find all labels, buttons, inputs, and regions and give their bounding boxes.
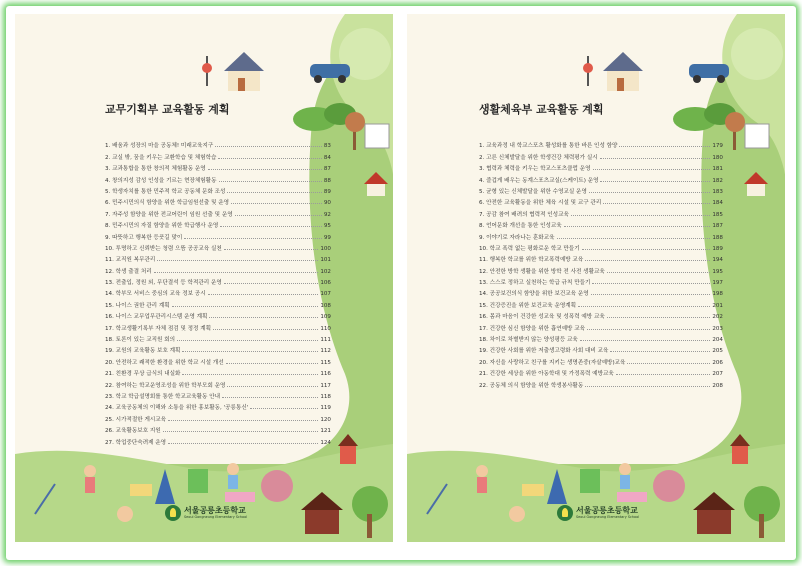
toc-entry-title: 19. 건강한 사회를 위한 저출생고령화 사회 대비 교육	[479, 348, 609, 355]
toc-entry	[105, 184, 331, 195]
dot-leader	[589, 192, 710, 193]
toc-entry	[479, 366, 723, 377]
toc-entry	[479, 252, 723, 263]
toc-entry-title: 11. 행복한 학교를 위한 학교폭력예방 교육	[479, 257, 584, 264]
dot-leader	[177, 340, 318, 341]
table-of-contents	[479, 138, 723, 389]
toc-entry-page: 90	[323, 200, 331, 207]
toc-entry-page: 109	[320, 314, 331, 321]
toc-entry-title: 4. 창의지성 감성 인성을 기르는 현장체험활동	[105, 177, 217, 184]
dot-leader	[600, 158, 711, 159]
toc-entry-page: 118	[320, 393, 331, 400]
toc-entry	[105, 229, 331, 240]
school-name: 서울공릉초등학교	[576, 506, 638, 515]
toc-entry	[479, 138, 723, 149]
toc-entry-page: 188	[712, 234, 723, 241]
toc-entry-title: 13. 전출입, 정원 외, 무단결석 등 학적관리 운영	[105, 280, 222, 287]
toc-entry-title: 27. 학업중단숙려제 운영	[105, 439, 167, 446]
toc-entry-title: 9. 이야기로 자라나는 훈화교육	[479, 234, 555, 241]
toc-entry-page: 179	[712, 143, 723, 150]
dot-leader	[582, 249, 711, 250]
toc-entry	[479, 184, 723, 195]
toc-entry-title: 4. 즐겁게 배우는 동계스포츠교실(스케이트) 운영	[479, 177, 599, 184]
toc-entry	[105, 434, 331, 445]
toc-entry-title: 10. 투명하고 신뢰받는 청렴 으뜸 공공교육 실천	[105, 245, 222, 252]
toc-entry-title: 5. 학생자치를 통한 민주적 학교 공동체 문화 조성	[105, 188, 226, 195]
toc-entry	[105, 377, 331, 388]
school-logo	[557, 505, 639, 521]
page-right	[407, 14, 785, 542]
toc-entry	[105, 263, 331, 274]
toc-entry-page: 117	[320, 382, 331, 389]
toc-entry-page: 202	[712, 314, 723, 321]
toc-entry-page: 208	[712, 382, 723, 389]
toc-entry	[105, 241, 331, 252]
toc-entry-title: 2. 교실 밖, 꿈을 키우는 교환학습 및 체험학습	[105, 154, 217, 161]
page-title: 생활체육부 교육활동 계획	[479, 103, 604, 116]
toc-entry-title: 8. 민주시민의 자질 함양을 위한 학급행사 운영	[105, 223, 219, 230]
dot-leader	[184, 238, 322, 239]
toc-entry	[105, 138, 331, 149]
dot-leader	[220, 226, 322, 227]
toc-entry	[479, 297, 723, 308]
dot-leader	[231, 203, 322, 204]
toc-entry-page: 198	[712, 291, 723, 298]
toc-entry-page: 89	[323, 188, 331, 195]
dot-leader	[627, 363, 710, 364]
toc-entry-page: 187	[712, 223, 723, 230]
toc-entry-page: 194	[712, 257, 723, 264]
toc-entry-page: 201	[712, 302, 723, 309]
toc-entry-page: 197	[712, 280, 723, 287]
school-emblem-icon	[165, 505, 181, 521]
toc-entry-title: 20. 자신을 사랑하고 친구를 지키는 생명존중(자살예방)교육	[479, 359, 626, 366]
dot-leader	[619, 146, 710, 147]
toc-entry-page: 100	[320, 245, 331, 252]
toc-entry	[479, 229, 723, 240]
toc-entry-title: 18. 차이로 차별받지 않는 양성평등 교육	[479, 337, 578, 344]
toc-entry-page: 99	[323, 234, 331, 241]
toc-entry-page: 87	[323, 166, 331, 173]
school-logo	[165, 505, 247, 521]
dot-leader	[224, 249, 318, 250]
dot-leader	[610, 351, 710, 352]
dot-leader	[616, 374, 710, 375]
dot-leader	[603, 203, 710, 204]
toc-entry-title: 15. 건강증진을 위한 보건교육 운영계획	[479, 302, 577, 309]
toc-entry	[479, 195, 723, 206]
toc-entry	[105, 332, 331, 343]
toc-entry-page: 203	[712, 325, 723, 332]
dot-leader	[607, 272, 711, 273]
toc-entry-title: 10. 학교 폭력 없는 평화로운 학교 만들기	[479, 245, 580, 252]
toc-entry-page: 204	[712, 337, 723, 344]
dot-leader	[208, 294, 319, 295]
toc-entry-title: 17. 건강한 심신 함양을 위한 흡연예방 교육	[479, 325, 586, 332]
dot-leader	[227, 386, 318, 387]
toc-entry-title: 15. 나이스 권한 관리 계획	[105, 302, 170, 309]
toc-entry	[479, 206, 723, 217]
toc-entry	[105, 366, 331, 377]
toc-entry-title: 2. 고른 신체발달을 위한 학생건강 체력평가 실시	[479, 154, 598, 161]
toc-entry	[479, 161, 723, 172]
toc-entry-page: 106	[320, 280, 331, 287]
toc-entry-page: 112	[320, 348, 331, 355]
toc-entry	[105, 354, 331, 365]
toc-entry	[105, 252, 331, 263]
toc-entry-page: 88	[323, 177, 331, 184]
toc-entry-title: 18. 토론이 있는 교직원 회의	[105, 337, 176, 344]
school-name: 서울공릉초등학교	[184, 506, 246, 515]
dot-leader	[557, 238, 711, 239]
dot-leader	[213, 329, 318, 330]
toc-entry-title: 11. 교직원 복무관리	[105, 257, 156, 264]
toc-entry-title: 1. 배움과 성장의 마을 공동체! 미래교육지구	[105, 143, 214, 150]
toc-entry	[105, 320, 331, 331]
toc-entry	[479, 343, 723, 354]
dot-leader	[591, 294, 711, 295]
dot-leader	[578, 306, 710, 307]
school-emblem-icon	[557, 505, 573, 521]
toc-entry	[105, 297, 331, 308]
toc-entry-title: 21. 친환경 무상 급식의 내실화	[105, 371, 181, 378]
toc-entry-page: 205	[712, 348, 723, 355]
dot-leader	[235, 215, 322, 216]
toc-entry-title: 5. 균형 있는 신체발달을 위한 수영교실 운영	[479, 188, 587, 195]
toc-entry-page: 189	[712, 245, 723, 252]
toc-entry-title: 12. 학생 출결 처리	[105, 268, 152, 275]
toc-entry	[105, 275, 331, 286]
toc-entry-page: 92	[323, 211, 331, 218]
dot-leader	[564, 226, 711, 227]
dot-leader	[227, 192, 321, 193]
dot-leader	[607, 317, 711, 318]
dot-leader	[172, 306, 319, 307]
toc-entry-title: 3. 협력과 체력을 키우는 학교스포츠클럽 운영	[479, 166, 591, 173]
toc-entry	[105, 309, 331, 320]
toc-entry-title: 7. 자주성 함양을 위한 전교어린이 임원 선출 및 운영	[105, 211, 233, 218]
toc-entry-page: 121	[320, 428, 331, 435]
toc-entry-page: 185	[712, 211, 723, 218]
toc-entry-page: 110	[320, 325, 331, 332]
dot-leader	[250, 408, 318, 409]
toc-entry	[479, 241, 723, 252]
toc-entry-page: 120	[320, 416, 331, 423]
toc-entry	[105, 389, 331, 400]
page-left	[15, 14, 393, 542]
toc-entry	[479, 332, 723, 343]
dot-leader	[222, 397, 318, 398]
toc-entry-title: 22. 참여하는 학교운영조성을 위한 학부모회 운영	[105, 382, 226, 389]
toc-entry-title: 22. 공동체 의식 함양을 위한 학생봉사활동	[479, 382, 584, 389]
toc-entry-title: 12. 안전한 방학 생활을 위한 방학 전 사전 생활교육	[479, 268, 605, 275]
dot-leader	[585, 386, 710, 387]
toc-entry	[479, 263, 723, 274]
toc-entry-title: 7. 공감 참여 배려의 협력적 인성교육	[479, 211, 569, 218]
toc-entry-page: 83	[323, 143, 331, 150]
dot-leader	[593, 169, 711, 170]
toc-entry-title: 9. 따뜻하고 행복한 등굣길 맞이	[105, 234, 183, 241]
dot-leader	[218, 158, 321, 159]
toc-entry-page: 183	[712, 188, 723, 195]
toc-entry-page: 195	[712, 268, 723, 275]
toc-entry-title: 16. 몸과 마음이 건강한 성교육 및 성폭력 예방 교육	[479, 314, 605, 321]
dot-leader	[209, 317, 318, 318]
toc-entry-page: 84	[323, 154, 331, 161]
toc-entry	[105, 206, 331, 217]
toc-entry	[479, 149, 723, 160]
toc-entry-title: 16. 나이스 교무업무관리시스템 운영 계획	[105, 314, 208, 321]
dot-leader	[168, 443, 318, 444]
toc-entry-title: 14. 공공보건의식 함양을 위한 보건교육 운영	[479, 291, 589, 298]
dot-leader	[219, 181, 322, 182]
toc-entry-page: 119	[320, 405, 331, 412]
toc-entry	[105, 411, 331, 422]
dot-leader	[168, 420, 318, 421]
toc-entry-page: 108	[320, 302, 331, 309]
toc-entry	[105, 149, 331, 160]
toc-entry-page: 102	[320, 268, 331, 275]
toc-entry	[105, 343, 331, 354]
dot-leader	[600, 181, 710, 182]
toc-entry	[479, 218, 723, 229]
toc-entry-page: 182	[712, 177, 723, 184]
school-name-english: Seoul Gongneung Elementary School	[184, 515, 248, 519]
toc-entry-title: 1. 교육과정 내 학교스포츠 활성화를 통한 바른 인성 함양	[479, 143, 618, 150]
toc-entry	[479, 354, 723, 365]
school-name-english: Seoul Gongneung Elementary School	[576, 515, 640, 519]
toc-entry	[105, 423, 331, 434]
toc-entry-page: 124	[320, 439, 331, 446]
toc-entry-title: 26. 교육활동보호 지원	[105, 428, 161, 435]
dot-leader	[571, 215, 710, 216]
toc-entry-title: 21. 건강한 세상을 위한 아동학대 및 가정폭력 예방교육	[479, 371, 614, 378]
dot-leader	[163, 431, 319, 432]
toc-entry-page: 180	[712, 154, 723, 161]
toc-entry-page: 101	[320, 257, 331, 264]
toc-entry	[105, 172, 331, 183]
toc-entry	[105, 195, 331, 206]
toc-entry	[479, 172, 723, 183]
toc-entry-title: 6. 안전한 교육활동을 위한 체육 시설 및 교구 관리	[479, 200, 602, 207]
toc-entry	[479, 275, 723, 286]
toc-entry-title: 3. 교과통합을 통한 창의적 체험활동 운영	[105, 166, 206, 173]
dot-leader	[587, 329, 710, 330]
toc-entry-page: 116	[320, 371, 331, 378]
toc-entry-title: 19. 교원의 교육활동 보호 계획	[105, 348, 181, 355]
dot-leader	[224, 283, 319, 284]
dot-leader	[580, 340, 710, 341]
dot-leader	[585, 260, 710, 261]
toc-entry	[105, 161, 331, 172]
toc-entry-page: 206	[712, 359, 723, 366]
toc-entry-title: 25. 시가적절한 게시교육	[105, 416, 167, 423]
toc-entry	[479, 309, 723, 320]
dot-leader	[182, 351, 318, 352]
page-title: 교무기획부 교육활동 계획	[105, 103, 230, 116]
toc-entry-page: 181	[712, 166, 723, 173]
toc-entry-page: 111	[320, 337, 331, 344]
toc-entry-title: 13. 스스로 정하고 실천하는 학급 규칙 만들기	[479, 280, 591, 287]
toc-entry-title: 17. 학교생활기록부 자체 점검 및 정정 계획	[105, 325, 212, 332]
dot-leader	[157, 260, 318, 261]
dot-leader	[592, 283, 710, 284]
toc-entry	[105, 218, 331, 229]
toc-entry-page: 95	[323, 223, 331, 230]
toc-entry-page: 207	[712, 371, 723, 378]
dot-leader	[154, 272, 319, 273]
toc-entry-title: 14. 학부모 서비스 중심의 교육 정보 공시	[105, 291, 206, 298]
table-of-contents	[105, 138, 331, 446]
toc-entry-title: 8. 언어문화 개선을 통한 인성교육	[479, 223, 562, 230]
dot-leader	[226, 363, 319, 364]
toc-entry-title: 24. 교육공동체의 이해와 소통을 위한 홍보활동, '공릉통신'	[105, 405, 249, 412]
dot-leader	[208, 169, 322, 170]
toc-entry	[105, 400, 331, 411]
dot-leader	[215, 146, 322, 147]
toc-entry	[479, 320, 723, 331]
toc-entry	[105, 286, 331, 297]
toc-entry-page: 184	[712, 200, 723, 207]
toc-entry	[479, 377, 723, 388]
dot-leader	[182, 374, 318, 375]
toc-entry-title: 23. 학교 학급설명회를 통한 학교교육활동 안내	[105, 393, 221, 400]
toc-entry-page: 107	[320, 291, 331, 298]
toc-entry-title: 20. 안전하고 쾌적한 환경을 위한 학교 시설 개선	[105, 359, 224, 366]
toc-entry-page: 115	[320, 359, 331, 366]
toc-entry-title: 6. 민주시민의식 함양을 위한 학급임원선출 및 운영	[105, 200, 230, 207]
toc-entry	[479, 286, 723, 297]
